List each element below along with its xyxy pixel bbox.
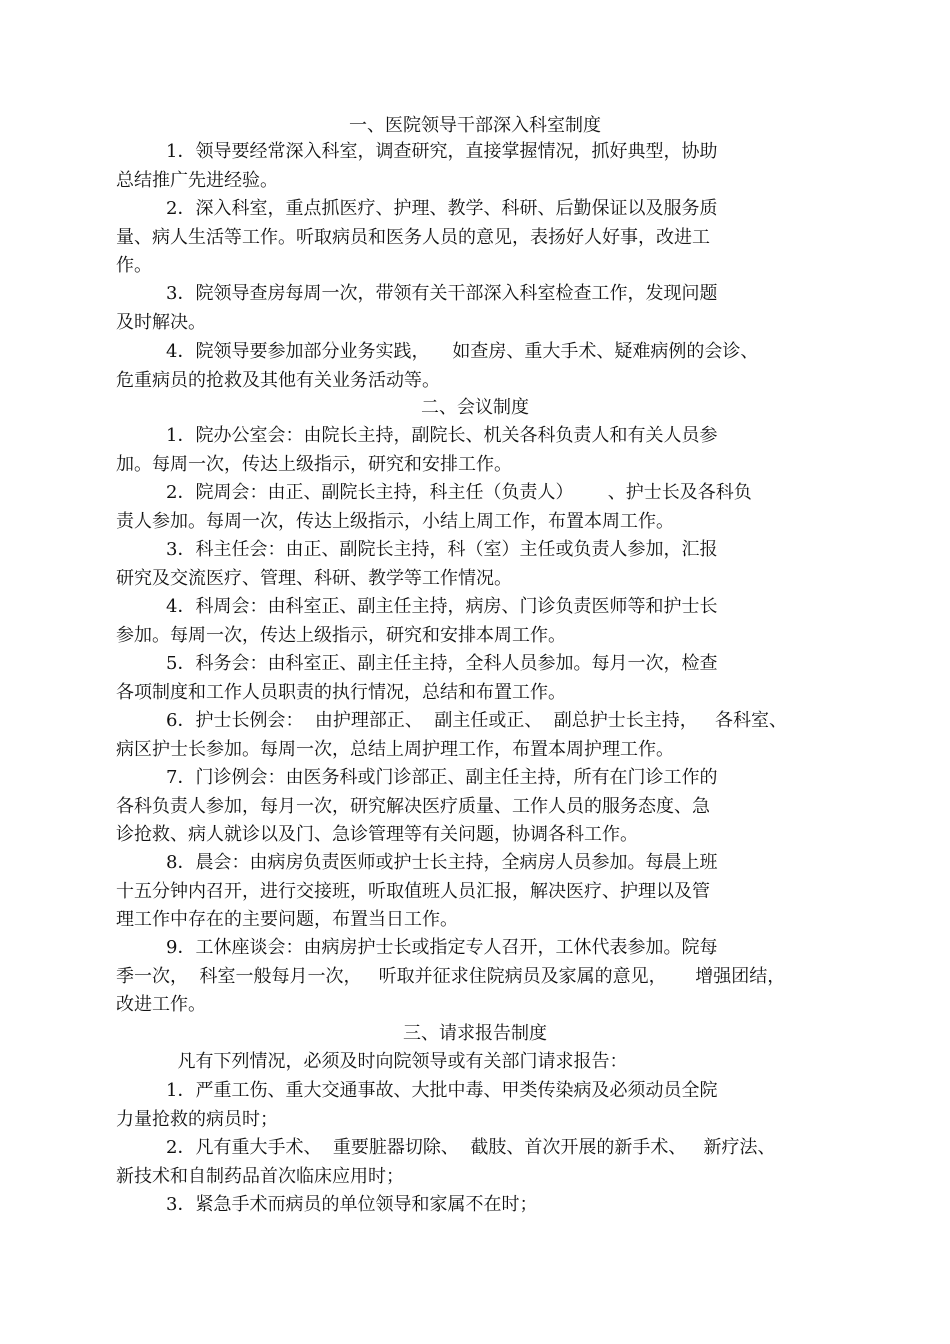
text-line: 3．科主任会：由正、副院长主持，科（室）主任或负责人参加，汇报 (166, 539, 718, 560)
text-line: 7．门诊例会：由医务科或门诊部正、副主任主持，所有在门诊工作的 (166, 767, 718, 788)
paragraph (116, 594, 836, 651)
text-line: 改进工作。 (116, 994, 206, 1015)
text-line: 十五分钟内召开，进行交接班，听取值班人员汇报，解决医疗、护理以及管 (116, 880, 710, 902)
text-line: 责人参加。每周一次，传达上级指示，小结上周工作，布置本周工作。 (116, 510, 674, 532)
text-line: 8．晨会：由病房负责医师或护士长主持，全病房人员参加。每晨上班 (166, 852, 718, 873)
text-line: 总结推广先进经验。 (116, 169, 278, 191)
text-line: 凡有下列情况，必须及时向院领导或有关部门请求报告： (166, 1051, 628, 1072)
section-heading: 三、请求报告制度 (403, 1023, 547, 1044)
text-line: 各科负责人参加，每月一次，研究解决医疗质量、工作人员的服务态度、急 (116, 795, 710, 817)
text-line: 病区护士长参加。每周一次，总结上周护理工作，布置本周护理工作。 (116, 738, 674, 760)
paragraph (116, 480, 836, 537)
text-line: 4．院领导要参加部分业务实践， 如查房、重大手术、疑难病例的会诊、 (166, 341, 759, 362)
text-line: 1．领导要经常深入科室，调查研究，直接掌握情况，抓好典型，协助 (166, 141, 718, 162)
paragraph (116, 139, 836, 196)
text-line: 作。 (116, 255, 152, 276)
text-line: 5．科务会：由科室正、副主任主持，全科人员参加。每月一次，检查 (166, 653, 718, 674)
text-line: 3．院领导查房每周一次，带领有关干部深入科室检查工作，发现问题 (166, 283, 718, 304)
paragraph (116, 339, 836, 396)
text-line: 各项制度和工作人员职责的执行情况，总结和布置工作。 (116, 681, 566, 703)
paragraph (116, 281, 836, 338)
text-line: 研究及交流医疗、管理、科研、教学等工作情况。 (116, 567, 512, 589)
text-line: 危重病员的抢救及其他有关业务活动等。 (116, 369, 440, 391)
text-line: 2．凡有重大手术、 重要脏器切除、 截肢、首次开展的新手术、 新疗法、 (166, 1137, 776, 1158)
text-line: 2．院周会：由正、副院长主持，科主任（负责人） 、护士长及各科负 (166, 482, 752, 503)
text-line: 6．护士长例会： 由护理部正、 副主任或正、 副总护士长主持， 各科室、 (166, 710, 787, 731)
text-line: 力量抢救的病员时； (116, 1108, 278, 1130)
paragraph (116, 1078, 836, 1135)
text-line: 诊抢救、病人就诊以及门、急诊管理等有关问题，协调各科工作。 (116, 824, 638, 845)
text-line: 新技术和自制药品首次临床应用时； (116, 1165, 404, 1187)
paragraph (116, 423, 836, 480)
text-line: 加。每周一次，传达上级指示，研究和安排工作。 (116, 453, 512, 475)
section-heading: 一、医院领导干部深入科室制度 (349, 115, 601, 136)
paragraph (116, 935, 836, 1021)
text-line: 9．工休座谈会：由病房护士长或指定专人召开，工休代表参加。院每 (166, 937, 718, 958)
text-line: 理工作中存在的主要问题，布置当日工作。 (116, 909, 458, 930)
text-line: 及时解决。 (116, 311, 206, 333)
text-line: 3．紧急手术而病员的单位领导和家属不在时； (166, 1194, 538, 1215)
paragraph (116, 1049, 836, 1078)
text-line: 季一次， 科室一般每月一次， 听取并征求住院病员及家属的意见， 增强团结， (116, 965, 786, 987)
section-heading: 二、会议制度 (421, 397, 529, 418)
paragraph (116, 537, 836, 594)
paragraph (116, 1192, 836, 1221)
text-line: 2．深入科室，重点抓医疗、护理、教学、科研、后勤保证以及服务质 (166, 198, 718, 219)
paragraph (116, 765, 836, 851)
text-line: 1．院办公室会：由院长主持，副院长、机关各科负责人和有关人员参 (166, 425, 718, 446)
paragraph (116, 850, 836, 936)
paragraph (116, 196, 836, 282)
paragraph (116, 1135, 836, 1192)
text-line: 1．严重工伤、重大交通事故、大批中毒、甲类传染病及必须动员全院 (166, 1080, 718, 1101)
text-line: 参加。每周一次，传达上级指示，研究和安排本周工作。 (116, 624, 566, 646)
paragraph (116, 708, 836, 765)
paragraph (116, 651, 836, 708)
text-line: 量、病人生活等工作。听取病员和医务人员的意见，表扬好人好事，改进工 (116, 226, 710, 248)
text-line: 4．科周会：由科室正、副主任主持，病房、门诊负责医师等和护士长 (166, 596, 718, 617)
